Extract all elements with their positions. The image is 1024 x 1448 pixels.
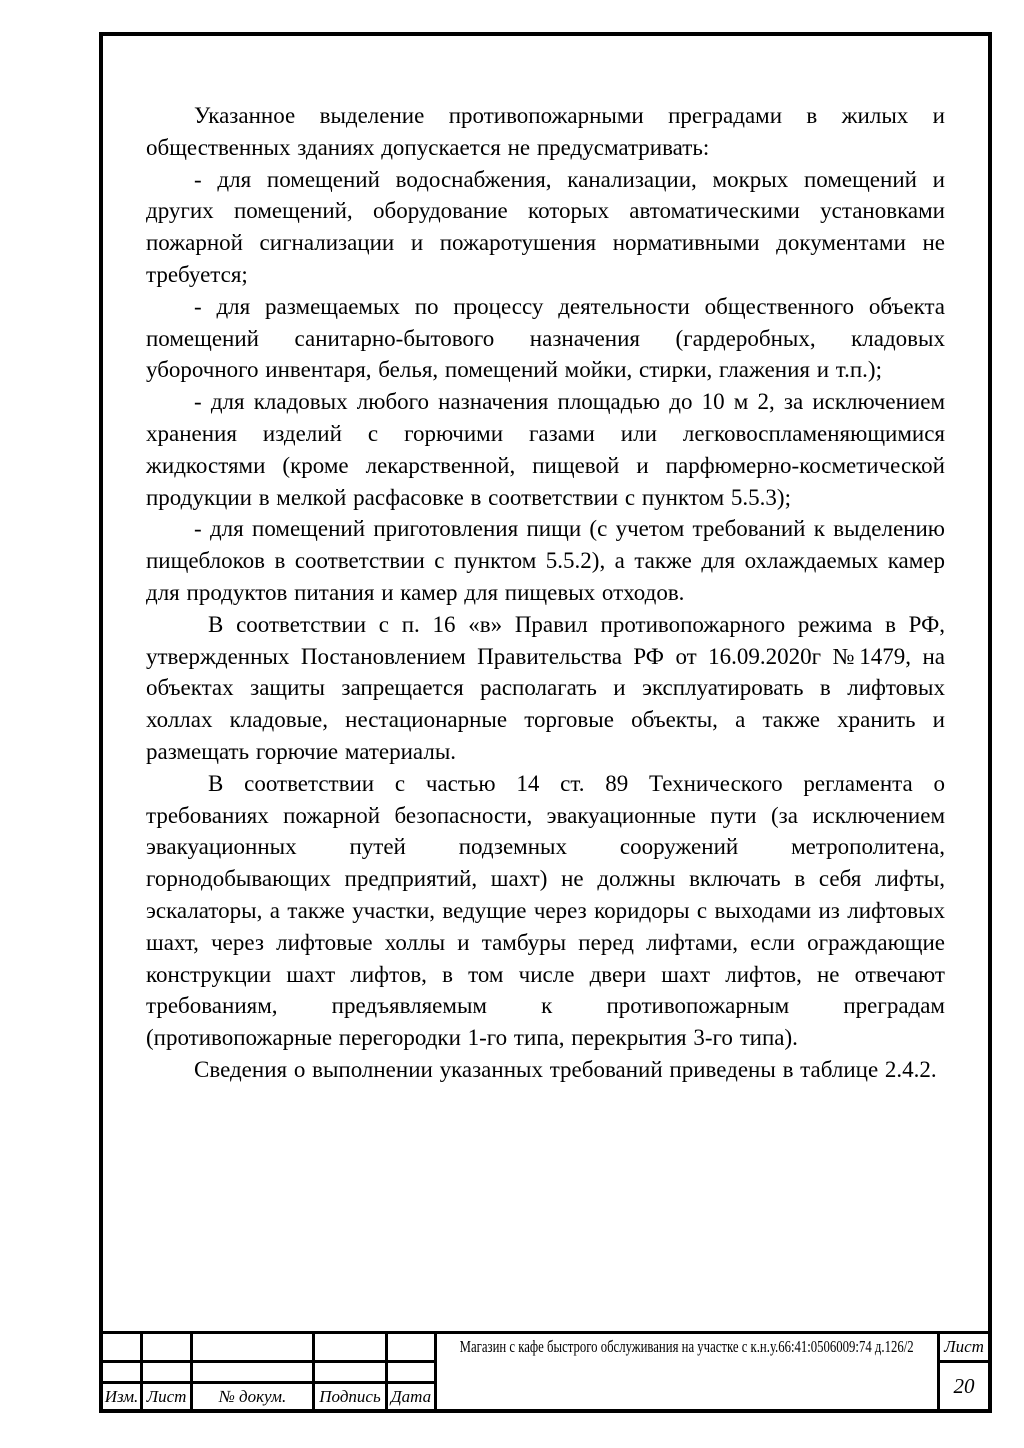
stamp-label-data: Дата — [388, 1384, 437, 1409]
text-content — [103, 36, 988, 1086]
stamp-empty-cell — [193, 1363, 315, 1384]
stamp-label-izm: Изм. — [103, 1384, 143, 1409]
stamp-empty-cell — [388, 1363, 437, 1384]
stamp-empty-cell — [388, 1334, 437, 1363]
stamp-empty-cell — [193, 1334, 315, 1363]
stamp-label-list: Лист — [143, 1384, 193, 1409]
paragraph-6: В соответствии с п. 16 «в» Правил противопожарного режима в РФ, утвержденных Постановлением Правительства РФ от 16.09.2020г №1479, на объектах защиты запрещается располагать и эксплуатировать в лифтовых холлах кладовые, нестационарные торговые объекты, а также хранить и размещать горючие материалы. — [146, 611, 945, 764]
stamp-sheet-label: Лист — [940, 1334, 988, 1363]
stamp-sheet-number: 20 — [953, 1373, 975, 1398]
stamp-empty-cell — [103, 1334, 143, 1363]
title-block — [103, 1331, 988, 1409]
paragraph-2: - для помещений водоснабжения, канализации, мокрых помещений и других помещений, оборудование которых автоматическими установками пожарной сигнализации и пожаротушения нормативными документами не требуется; — [146, 166, 945, 287]
paragraph-1: Указанное выделение противопожарными преградами в жилых и общественных зданиях допускается не предусматривать: — [146, 103, 945, 160]
stamp-empty-cell — [103, 1363, 143, 1384]
stamp-empty-cell — [315, 1363, 388, 1384]
stamp-empty-cell — [143, 1363, 193, 1384]
stamp-empty-cell — [143, 1334, 193, 1363]
page-frame — [99, 32, 992, 1413]
paragraph-7: В соответствии с частью 14 ст. 89 Технического регламента о требованиях пожарной безопасности, эвакуационные пути (за исключением эвакуационных путей подземных сооружений метрополитена, горнодобывающих предприятий, шахт) не должны включать в себя лифты, эскалаторы, а также участки, ведущие через коридоры с выходами из лифтовых шахт, через лифтовые холлы и тамбуры перед лифтами, если ограждающие конструкции шахт лифтов, в том числе двери шахт лифтов, не отвечают требованиям, предъявляемым к противопожарным преградам (противопожарные перегородки 1-го типа, перекрытия 3-го типа). — [146, 770, 945, 1051]
paragraph-3: - для размещаемых по процессу деятельности общественного объекта помещений санитарно-бытового назначения (гардеробных, кладовых уборочного инвентаря, белья, помещений мойки, стирки, глажения и т.п.); — [146, 293, 945, 383]
paragraph-8: Сведения о выполнении указанных требований приведены в таблице 2.4.2. — [194, 1056, 937, 1082]
stamp-document-title-cell — [437, 1334, 940, 1409]
paragraph-4: - для кладовых любого назначения площадью до 10 м 2, за исключением хранения изделий с горючими газами или легковоспламеняющимися жидкостями (кроме лекарственной, пищевой и парфюмерно-косметической продукции в мелкой расфасовке в соответствии с пунктом 5.5.3); — [146, 389, 945, 510]
stamp-label-dokum: № докум. — [193, 1384, 315, 1409]
stamp-label-podpis: Подпись — [315, 1384, 388, 1409]
paragraph-5: - для помещений приготовления пищи (с учетом требований к выделению пищеблоков в соответствии с пунктом 5.5.2), а также для охлаждаемых камер для продуктов питания и камер для пищевых отходов. — [146, 516, 945, 605]
stamp-empty-cell — [315, 1334, 388, 1363]
stamp-document-title: Магазин с кафе быстрого обслуживания на участке с к.н.у.66:41:0506009:74 д.126/2 — [460, 1337, 914, 1356]
